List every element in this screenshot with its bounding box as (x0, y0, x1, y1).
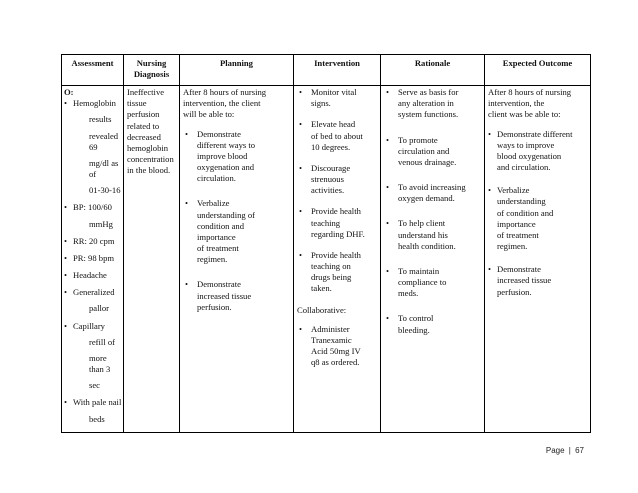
rationale-line: • To promote (398, 134, 438, 145)
outcome-line: understanding (497, 196, 546, 207)
intervention-list (297, 87, 377, 295)
planning-intro-line: intervention, the client (183, 98, 261, 109)
diagnosis-line: concentration (127, 154, 174, 165)
assessment-item-continuation: mmHg (89, 218, 113, 229)
planning-line: • Verbalize (197, 198, 230, 209)
diagnosis-line: tissue (127, 98, 147, 109)
nursing-care-plan-table (61, 54, 591, 433)
assessment-item (64, 202, 122, 229)
rationale-item (384, 266, 481, 300)
intervention-line: regarding DHF. (311, 228, 365, 239)
outcome-line: importance (497, 218, 536, 229)
outcome-line: increased tissue (497, 275, 552, 286)
planning-line: condition and (197, 220, 245, 231)
rationale-item (384, 182, 481, 204)
rationale-line: meds. (398, 288, 419, 299)
planning-line: oxygenation and (197, 162, 255, 173)
assessment-item (64, 397, 122, 424)
assessment-label: O: (64, 87, 74, 97)
planning-line: regimen. (197, 254, 228, 265)
page-separator: | (568, 446, 571, 455)
outcome-intro-line: client was be able to: (488, 109, 561, 120)
outcome-line: blood oxygenation (497, 150, 562, 161)
outcome-intro-line: After 8 hours of nursing (488, 87, 572, 97)
intervention-line: • Elevate head (311, 119, 356, 130)
assessment-item (64, 321, 122, 392)
planning-line: understanding of (197, 209, 255, 220)
diagnosis-line: decreased (127, 131, 161, 142)
rationale-line: • To help client (398, 218, 446, 229)
intervention-line: drugs being (311, 272, 352, 283)
assessment-item-label: • Headache (73, 270, 107, 281)
outcome-cell (485, 86, 591, 433)
intervention-line: teaching on (311, 261, 351, 272)
diagnosis-line: related to (127, 120, 160, 131)
planning-line: improve blood (197, 150, 248, 161)
outcome-item (488, 185, 587, 252)
intervention-line: • Provide health (311, 249, 361, 260)
diagnosis-line: in the blood. (127, 165, 171, 176)
header-rationale: Rationale (381, 55, 485, 86)
intervention-item (297, 87, 377, 109)
assessment-item-label: • PR: 98 bpm (73, 252, 115, 263)
planning-item (183, 279, 290, 313)
intervention-line: signs. (311, 98, 331, 109)
outcome-line: and circulation. (497, 162, 551, 173)
intervention-item (297, 163, 377, 197)
rationale-line: any alteration in (398, 98, 454, 109)
rationale-cell (381, 86, 485, 433)
care-plan-row (62, 86, 591, 433)
intervention-cell (294, 86, 381, 433)
header-diagnosis-line2: Diagnosis (133, 68, 170, 79)
outcome-line: • Demonstrate different (497, 128, 573, 139)
planning-item (183, 129, 290, 185)
assessment-item (64, 287, 122, 314)
intervention-line: • Discourage (311, 162, 351, 173)
assessment-item-continuation: beds (89, 413, 105, 424)
header-row (62, 55, 591, 86)
rationale-line: compliance to (398, 277, 447, 288)
outcome-line: • Verbalize (497, 185, 530, 196)
assessment-item (64, 270, 122, 281)
intervention-line: taken. (311, 283, 332, 294)
intervention-item (297, 206, 377, 240)
outcome-intro (488, 87, 587, 121)
header-planning: Planning (180, 55, 294, 86)
outcome-line: perfusion. (497, 286, 532, 297)
collaborative-line: Tranexamic (311, 334, 352, 345)
collaborative-label: Collaborative: (297, 304, 347, 315)
assessment-item-continuation: 01-30-16 (89, 185, 121, 196)
outcome-list (488, 129, 587, 298)
rationale-line: understand his (398, 229, 448, 240)
rationale-line: system functions. (398, 109, 459, 120)
outcome-line: of condition and (497, 207, 554, 218)
planning-line: perfusion. (197, 301, 232, 312)
assessment-item-continuation: refill of (89, 336, 116, 347)
assessment-list (64, 98, 122, 425)
diagnosis-line: hemoglobin (127, 142, 169, 153)
header-assessment: Assessment (62, 55, 124, 86)
intervention-line: activities. (311, 185, 345, 196)
intervention-item (297, 250, 377, 295)
planning-list (183, 129, 290, 313)
planning-line: of treatment (197, 243, 239, 254)
header-expected-outcome: Expected Outcome (485, 55, 591, 86)
outcome-item (488, 129, 587, 174)
intervention-line: 10 degrees. (311, 141, 351, 152)
assessment-item-label: • Generalized (73, 287, 115, 298)
assessment-item-label: • Hemoglobin (73, 98, 116, 109)
planning-line: increased tissue (197, 290, 252, 301)
outcome-item (488, 264, 587, 298)
rationale-line: • Serve as basis for (398, 87, 459, 97)
assessment-item (64, 98, 122, 196)
diagnosis-line: perfusion (127, 109, 160, 120)
planning-intro-line: After 8 hours of nursing (183, 87, 267, 97)
planning-line: circulation. (197, 173, 236, 184)
rationale-line: • To avoid increasing (398, 182, 466, 193)
page-label: Page (545, 446, 565, 455)
assessment-item-continuation: results (89, 114, 112, 125)
outcome-line: regimen. (497, 241, 528, 252)
outcome-line: of treatment (497, 229, 539, 240)
assessment-cell (62, 86, 124, 433)
intervention-line: teaching (311, 217, 341, 228)
rationale-list (384, 87, 481, 336)
planning-item (183, 198, 290, 265)
planning-line: • Demonstrate (197, 128, 241, 139)
diagnosis-text (127, 87, 176, 176)
intervention-line: strenuous (311, 174, 344, 185)
planning-cell (180, 86, 294, 433)
collaborative-line: q8 as ordered. (311, 357, 360, 368)
planning-intro-line: will be able to: (183, 109, 235, 120)
assessment-item-continuation: sec (89, 380, 100, 391)
assessment-item-continuation: mg/dl as of (89, 157, 119, 180)
planning-intro (183, 87, 290, 121)
collaborative-item (297, 324, 377, 369)
outcome-line: ways to improve (497, 139, 555, 150)
outcome-line: • Demonstrate (497, 264, 541, 275)
planning-line: different ways to (197, 139, 256, 150)
rationale-line: venous drainage. (398, 156, 457, 167)
rationale-item (384, 135, 481, 169)
page-number: 67 (575, 446, 584, 455)
rationale-item (384, 218, 481, 252)
planning-line: • Demonstrate (197, 279, 241, 290)
assessment-item-continuation: pallor (89, 303, 110, 314)
intervention-line: • Provide health (311, 206, 361, 217)
collaborative-list (297, 324, 377, 369)
assessment-item-continuation: revealed 69 (89, 130, 119, 152)
assessment-item-label: • RR: 20 cpm (73, 235, 115, 246)
intervention-line: • Monitor vital (311, 87, 357, 97)
rationale-line: • To control (398, 313, 434, 324)
planning-line: importance (197, 231, 236, 242)
collaborative-line: Acid 50mg IV (311, 346, 361, 357)
header-nursing-diagnosis (124, 55, 180, 86)
rationale-line: • To maintain (398, 265, 440, 276)
collaborative-line: • Administer (311, 323, 350, 334)
assessment-item-label: • With pale nail (73, 397, 122, 408)
rationale-item (384, 87, 481, 121)
assessment-item-label: • BP: 100/60 (73, 202, 112, 213)
intervention-line: of bed to about (311, 130, 363, 141)
rationale-item (384, 313, 481, 335)
intervention-item (297, 119, 377, 153)
page-footer (546, 446, 584, 455)
assessment-item-label: • Capillary (73, 320, 105, 331)
diagnosis-cell (124, 86, 180, 433)
diagnosis-line: Ineffective (127, 87, 165, 97)
rationale-line: oxygen demand. (398, 193, 455, 204)
rationale-line: health condition. (398, 240, 456, 251)
rationale-line: circulation and (398, 145, 450, 156)
assessment-item-continuation: more than 3 (89, 352, 111, 375)
header-diagnosis-line1: Nursing (136, 58, 167, 68)
assessment-item (64, 253, 122, 264)
outcome-intro-line: intervention, the (488, 98, 545, 109)
header-intervention: Intervention (294, 55, 381, 86)
rationale-line: bleeding. (398, 324, 430, 335)
assessment-item (64, 236, 122, 247)
